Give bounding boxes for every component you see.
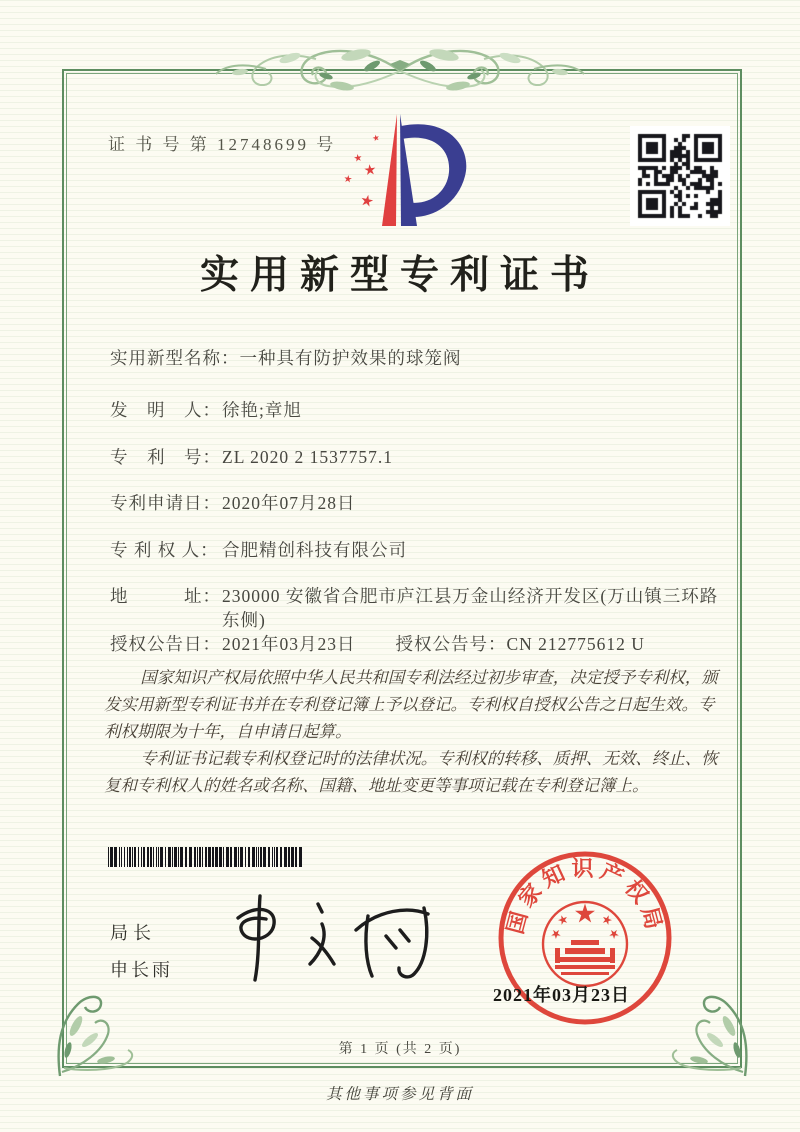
field-utility-model-name: [110, 346, 730, 370]
back-side-note: 其他事项参见背面: [325, 1085, 474, 1103]
field-label: 专 利 权 人：: [110, 540, 219, 560]
field-patentee: [110, 538, 730, 562]
field-inventor: [110, 398, 730, 422]
top-ornament: [120, 42, 680, 100]
field-patent-number: [110, 445, 730, 469]
qr-code-canvas: [632, 128, 728, 224]
director-signature: [222, 882, 442, 992]
field-label: 专 利 号：: [110, 447, 221, 467]
legal-paragraph-2: 专利证书记载专利权登记时的法律状况。专利权的转移、质押、无效、终止、恢复和专利权人的姓名或名称、国籍、地址变更等事项记载在专利登记簿上。: [104, 749, 718, 795]
national-emblem-icon: [543, 902, 627, 986]
field-value: 230000 安徽省合肥市庐江县万金山经济开发区(万山镇三环路东侧): [222, 586, 719, 630]
barcode-gap: [302, 847, 304, 867]
seal-date: 2021年03月23日: [493, 985, 630, 1005]
field-value: 合肥精创科技有限公司: [222, 540, 407, 560]
seal-text: 国家知识产权局: [502, 856, 668, 937]
field-value: 徐艳;章旭: [222, 400, 302, 420]
certificate-title: 实用新型专利证书: [199, 254, 600, 297]
field-value: 2020年07月28日: [222, 493, 356, 513]
signer-name: 申长雨: [110, 960, 173, 980]
bottom-left-flourish: [48, 992, 148, 1082]
grant-number-value: CN 212775612 U: [506, 634, 645, 654]
cnipa-logo-icon: [325, 108, 475, 233]
field-address: [110, 584, 730, 632]
page-number: 第 1 页 (共 2 页): [338, 1042, 462, 1057]
grant-date-value: 2021年03月23日: [222, 634, 356, 654]
field-grant-row: [110, 632, 730, 656]
field-label: 专利申请日：: [110, 493, 221, 513]
field-value: ZL 2020 2 1537757.1: [222, 447, 393, 467]
signer-title: 局长: [110, 923, 156, 943]
field-application-date: [110, 491, 730, 515]
svg-text:国家知识产权局: [502, 856, 667, 936]
barcode: [108, 847, 310, 867]
legal-text-section: [104, 664, 720, 799]
grant-number-label: 授权公告号：: [395, 634, 507, 654]
field-label: 发 明 人：: [110, 400, 221, 420]
field-label: 地 址：: [110, 586, 221, 606]
qr-code: [630, 126, 730, 226]
field-value: 一种具有防护效果的球笼阀: [239, 348, 462, 368]
legal-paragraph-1: 国家知识产权局依照中华人民共和国专利法经过初步审查，决定授予专利权，颁发实用新型专利证书并在专利登记簿上予以登记。专利权自授权公告之日起生效。专利权期限为十年，自申请日起算。: [104, 668, 718, 741]
grant-date-label: 授权公告日：: [110, 634, 221, 654]
certificate-number: 证 书 号 第 12748699 号: [108, 135, 337, 154]
field-label: 实用新型名称：: [110, 348, 240, 368]
